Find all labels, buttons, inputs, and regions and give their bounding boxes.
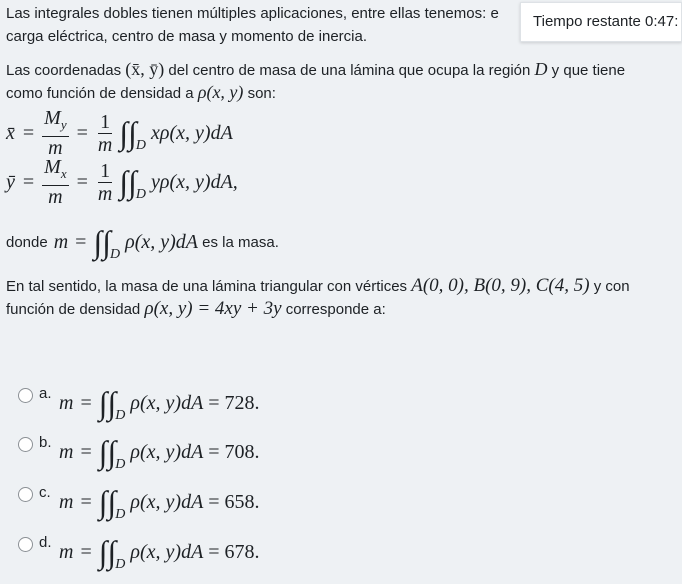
option-c-region: D — [115, 507, 126, 522]
option-letter-c: c. — [39, 484, 51, 501]
mass-definition-expr — [53, 224, 198, 262]
mass-lhs: m — [53, 230, 69, 253]
formula-x-lhs: x̄ — [6, 121, 15, 144]
formula-y-eq-2: = — [76, 170, 88, 193]
formula-x-region: D — [135, 138, 147, 153]
formula-x-bar — [6, 107, 233, 159]
coords-text-c: y que tiene — [547, 62, 626, 79]
donde-text: donde — [6, 233, 48, 251]
option-a-value: = 728. — [208, 391, 260, 414]
radio-button-c[interactable] — [18, 487, 33, 502]
option-expr-a — [59, 385, 260, 423]
option-b-value: = 708. — [208, 440, 260, 463]
double-integral-icon: ∫∫ — [119, 115, 137, 151]
problem-text-b: y con — [589, 278, 630, 295]
formula-y-region: D — [135, 187, 147, 202]
mass-region: D — [109, 247, 121, 262]
option-b-lhs: m — [59, 440, 74, 463]
double-integral-icon: ∫∫ — [98, 385, 117, 421]
formula-x-integrand: xρ(x, y)dA — [151, 121, 233, 144]
problem-density-b: corresponde a: — [281, 301, 386, 318]
answer-option-a[interactable] — [18, 381, 260, 425]
option-a-lhs: m — [59, 391, 74, 414]
double-integral-icon: ∫∫ — [98, 534, 117, 570]
option-letter-a: a. — [39, 385, 52, 402]
formula-x-frac-2 — [96, 112, 114, 155]
density-text-a: como función de densidad a — [6, 85, 198, 102]
formula-x-frac-1-den: m — [48, 137, 63, 159]
option-a-eq: = — [80, 391, 92, 414]
question-intro-line-1: Las integrales dobles tienen múltiples aplicaciones, entre ellas tenemos: e — [6, 5, 499, 22]
double-integral-icon: ∫∫ — [98, 484, 117, 520]
formula-y-frac-2-den: m — [97, 182, 113, 205]
option-b-eq: = — [80, 440, 92, 463]
option-d-lhs: m — [59, 540, 74, 563]
formula-x-frac-1 — [42, 108, 68, 158]
mass-eq: = — [75, 230, 87, 253]
option-a-integrand: ρ(x, y)dA — [130, 391, 204, 414]
mass-definition — [6, 223, 279, 261]
option-c-eq: = — [80, 490, 92, 513]
problem-vertices: A(0, 0), B(0, 9), C(4, 5) — [411, 275, 590, 296]
option-expr-d — [59, 534, 260, 572]
question-coords-line-2 — [6, 81, 276, 105]
mass-integrand: ρ(x, y)dA — [125, 230, 198, 253]
formula-y-integrand: yρ(x, y)dA, — [151, 170, 238, 193]
formula-x-frac-1-num: M — [44, 107, 61, 129]
option-b-integrand: ρ(x, y)dA — [130, 440, 204, 463]
radio-button-a[interactable] — [18, 388, 33, 403]
option-d-region: D — [115, 557, 126, 572]
formula-y-frac-1-num: M — [44, 156, 61, 178]
answer-option-c[interactable] — [18, 480, 260, 524]
formula-y-frac-1-den: m — [48, 186, 63, 208]
problem-density-a: función de densidad — [6, 301, 145, 318]
option-c-integrand: ρ(x, y)dA — [130, 490, 204, 513]
coords-math: (x̄, ȳ) — [125, 59, 165, 79]
density-text-b: son: — [243, 85, 276, 102]
density-math: ρ(x, y) — [197, 82, 244, 102]
formula-y-eq-1: = — [22, 170, 35, 193]
problem-statement-line-2 — [6, 298, 386, 321]
formula-y-frac-2-num: 1 — [100, 159, 111, 182]
answer-option-b[interactable] — [18, 430, 260, 474]
formula-y-frac-2 — [96, 161, 114, 204]
double-integral-icon: ∫∫ — [98, 434, 117, 470]
double-integral-icon: ∫∫ — [119, 164, 137, 200]
option-d-eq: = — [80, 540, 92, 563]
formula-y-bar — [6, 156, 238, 208]
double-integral-icon: ∫∫ — [93, 224, 111, 260]
option-c-lhs: m — [59, 490, 74, 513]
question-intro-line-2: carga eléctrica, centro de masa y momento de inercia. — [6, 28, 368, 45]
formula-x-frac-1-sub: y — [60, 117, 67, 132]
radio-button-b[interactable] — [18, 437, 33, 452]
formula-x-eq-2: = — [76, 121, 88, 144]
option-d-integrand: ρ(x, y)dA — [130, 540, 204, 563]
formula-y-frac-1-sub: x — [60, 166, 67, 181]
coords-text-b: del centro de masa de una lámina que ocupa la región — [164, 62, 535, 79]
answer-option-d[interactable] — [18, 530, 260, 574]
formula-y-lhs: ȳ — [6, 170, 15, 193]
formula-x-eq-1: = — [22, 121, 35, 144]
coords-text-a: Las coordenadas — [6, 62, 126, 79]
donde-suffix: es la masa. — [198, 233, 279, 251]
option-b-region: D — [115, 457, 126, 472]
option-letter-b: b. — [39, 434, 52, 451]
time-remaining-box — [520, 2, 682, 42]
problem-statement-line-1 — [6, 275, 630, 298]
formula-x-frac-2-num: 1 — [100, 110, 111, 133]
question-coords-line-1 — [6, 58, 625, 82]
option-letter-d: d. — [39, 534, 52, 551]
option-c-value: = 658. — [208, 490, 260, 513]
formula-x-frac-2-den: m — [97, 133, 113, 156]
option-d-value: = 678. — [208, 540, 260, 563]
option-expr-b — [59, 434, 260, 472]
option-expr-c — [59, 484, 260, 522]
problem-density-math: ρ(x, y) = 4xy + 3y — [144, 298, 282, 319]
problem-text-a: En tal sentido, la masa de una lámina triangular con vértices — [6, 278, 412, 295]
time-remaining-label: Tiempo restante 0:47: — [533, 13, 679, 30]
coords-region: D — [534, 59, 548, 79]
option-a-region: D — [115, 408, 126, 423]
radio-button-d[interactable] — [18, 537, 33, 552]
formula-y-frac-1 — [42, 157, 68, 207]
